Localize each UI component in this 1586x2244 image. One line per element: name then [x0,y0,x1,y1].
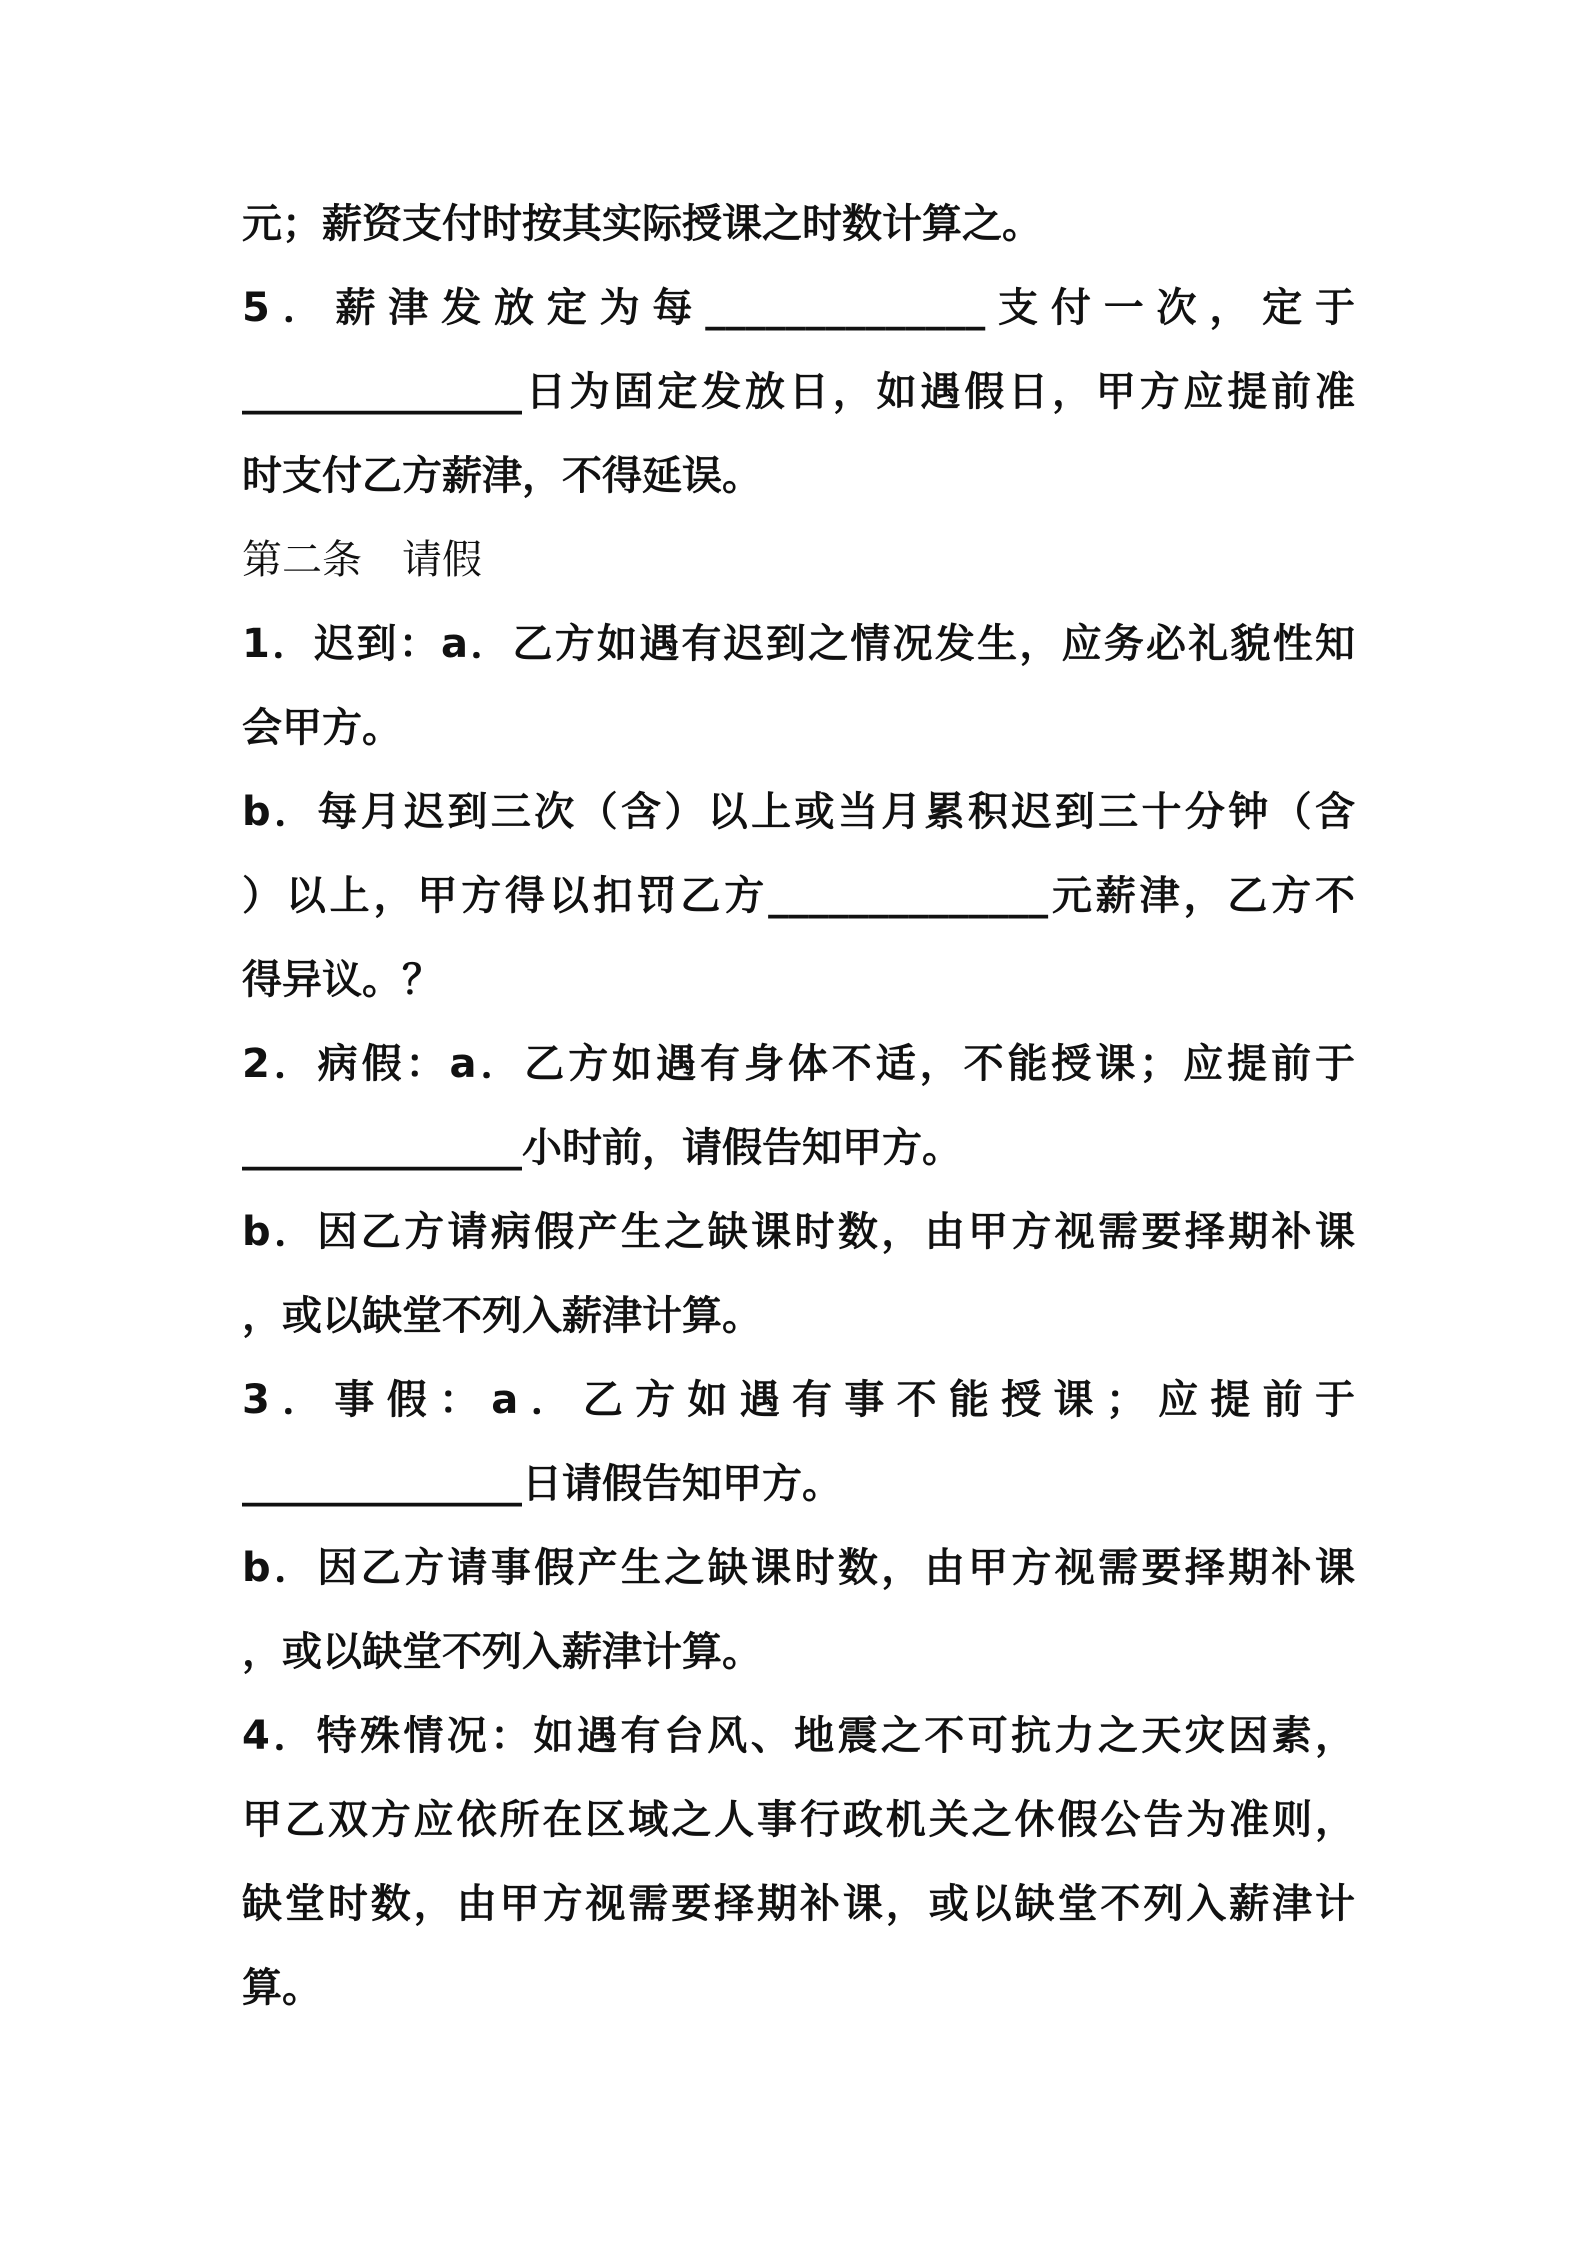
text-line: ______________日请假告知甲方。 [242,1461,842,1507]
paragraph-late-b [242,770,1355,1022]
section-heading-leave [242,518,1355,602]
text-line: b．每月迟到三次（含）以上或当月累积迟到三十分钟（含 [242,789,1355,835]
section-title: 第二条 请假 [242,537,482,583]
paragraph-item-5-payment [242,266,1355,518]
document-body [242,182,1355,2030]
text-line: 时支付乙方薪津，不得延误。 [242,453,762,499]
text-line: 算。 [242,1965,322,2011]
text-line: 1．迟到：a．乙方如遇有迟到之情况发生，应务必礼貌性知 [242,621,1355,667]
paragraph-sick-leave-b [242,1190,1355,1358]
text-line: ______________小时前，请假告知甲方。 [242,1125,962,1171]
paragraph-salary-continuation [242,182,1355,266]
text-line: 2．病假：a．乙方如遇有身体不适，不能授课；应提前于 [242,1041,1355,1087]
text-line: 甲乙双方应依所在区域之人事行政机关之休假公告为准则， [242,1797,1355,1843]
text-line: 4．特殊情况：如遇有台风、地震之不可抗力之天灾因素， [242,1713,1355,1759]
paragraph-sick-leave-a [242,1022,1355,1190]
text-line: 元；薪资支付时按其实际授课之时数计算之。 [242,201,1042,247]
text-line: 3．事假：a．乙方如遇有事不能授课；应提前于 [242,1377,1355,1423]
text-line: ，或以缺堂不列入薪津计算。 [242,1293,762,1339]
text-line: 会甲方。 [242,705,402,751]
text-line: b．因乙方请病假产生之缺课时数，由甲方视需要择期补课 [242,1209,1355,1255]
text-line: ______________日为固定发放日，如遇假日，甲方应提前准 [242,369,1355,415]
paragraph-personal-leave-b [242,1526,1355,1694]
text-line: ）以上，甲方得以扣罚乙方______________元薪津，乙方不 [242,873,1355,919]
text-line: ，或以缺堂不列入薪津计算。 [242,1629,762,1675]
text-line: 得异议。？ [242,957,442,1003]
text-line: 5．薪津发放定为每______________支付一次，定于 [242,285,1355,331]
paragraph-special-circumstances [242,1694,1355,2030]
paragraph-late-a [242,602,1355,770]
paragraph-personal-leave-a [242,1358,1355,1526]
text-line: b．因乙方请事假产生之缺课时数，由甲方视需要择期补课 [242,1545,1355,1591]
text-line: 缺堂时数，由甲方视需要择期补课，或以缺堂不列入薪津计 [242,1881,1355,1927]
